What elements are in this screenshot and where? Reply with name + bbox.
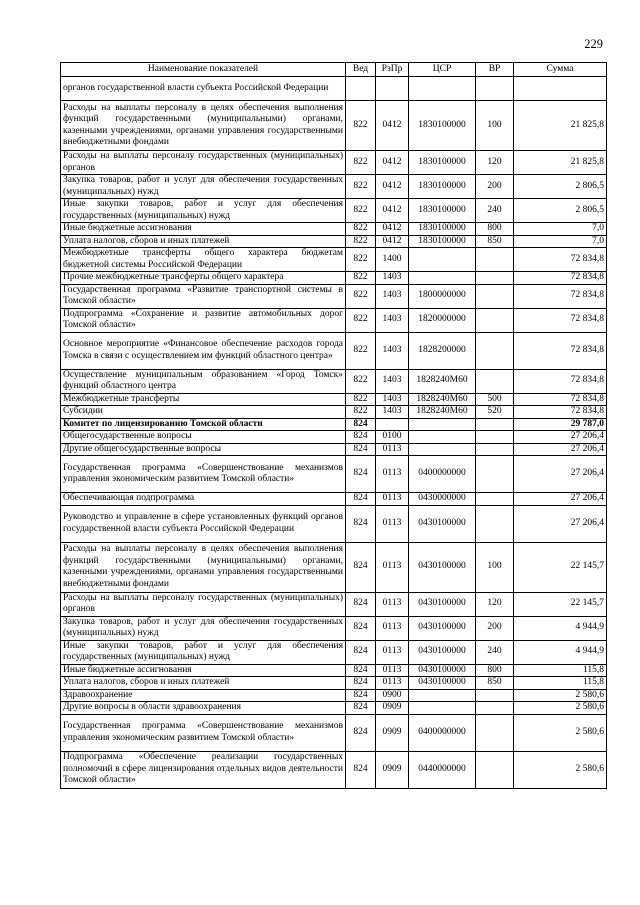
table-row xyxy=(61,640,607,664)
cell-name: Обеспечивающая подпрограмма xyxy=(61,493,346,506)
cell-sum: 2 580,6 xyxy=(514,751,607,788)
cell-csr xyxy=(409,431,476,444)
cell-sum: 72 834,8 xyxy=(514,406,607,419)
cell-rzpr: 0412 xyxy=(376,175,409,199)
cell-ved: 822 xyxy=(346,151,376,175)
cell-csr xyxy=(409,77,476,101)
cell-csr: 1800000000 xyxy=(409,284,476,308)
cell-vr: 850 xyxy=(476,235,514,248)
cell-rzpr: 0113 xyxy=(376,505,409,542)
cell-vr: 500 xyxy=(476,393,514,406)
cell-csr xyxy=(409,702,476,715)
cell-ved: 822 xyxy=(346,406,376,419)
cell-rzpr xyxy=(376,77,409,101)
cell-name: Основное мероприятие «Финансовое обеспечение расходов города Томска в связи с осуществлением им функций областного центра» xyxy=(61,332,346,369)
cell-csr xyxy=(409,272,476,285)
cell-name: Прочие межбюджетные трансферты общего характера xyxy=(61,272,346,285)
table-row xyxy=(61,443,607,456)
cell-csr: 0440000000 xyxy=(409,751,476,788)
table-row xyxy=(61,223,607,236)
cell-csr: 1830100000 xyxy=(409,235,476,248)
cell-name: Закупка товаров, работ и услуг для обеспечения государственных (муниципальных) нужд xyxy=(61,616,346,640)
cell-vr: 800 xyxy=(476,664,514,677)
cell-sum: 27 206,4 xyxy=(514,456,607,493)
cell-sum: 72 834,8 xyxy=(514,332,607,369)
cell-sum: 4 944,9 xyxy=(514,616,607,640)
cell-rzpr: 1403 xyxy=(376,406,409,419)
table-row xyxy=(61,664,607,677)
cell-ved: 822 xyxy=(346,272,376,285)
cell-sum: 2 580,6 xyxy=(514,702,607,715)
cell-vr xyxy=(476,493,514,506)
header-vr: ВР xyxy=(476,63,514,77)
cell-rzpr: 0100 xyxy=(376,431,409,444)
cell-ved: 822 xyxy=(346,369,376,393)
cell-rzpr: 1403 xyxy=(376,272,409,285)
cell-sum: 27 206,4 xyxy=(514,431,607,444)
table-row xyxy=(61,689,607,702)
cell-vr xyxy=(476,418,514,431)
cell-ved: 822 xyxy=(346,332,376,369)
table-row xyxy=(61,616,607,640)
cell-sum: 29 787,0 xyxy=(514,418,607,431)
cell-name: Межбюджетные трансферты общего характера бюджетам бюджетной системы Российской Федерации xyxy=(61,248,346,272)
cell-ved: 822 xyxy=(346,393,376,406)
cell-rzpr: 0412 xyxy=(376,199,409,223)
header-csr: ЦСР xyxy=(409,63,476,77)
cell-vr xyxy=(476,689,514,702)
cell-vr xyxy=(476,431,514,444)
cell-name: Иные бюджетные ассигнования xyxy=(61,223,346,236)
table-row xyxy=(61,151,607,175)
cell-sum: 2 806,5 xyxy=(514,175,607,199)
cell-ved: 824 xyxy=(346,505,376,542)
cell-sum: 72 834,8 xyxy=(514,369,607,393)
cell-rzpr: 1403 xyxy=(376,308,409,332)
cell-rzpr: 0113 xyxy=(376,456,409,493)
table-row xyxy=(61,369,607,393)
cell-name: органов государственной власти субъекта Российской Федерации xyxy=(61,77,346,101)
cell-sum: 2 580,6 xyxy=(514,714,607,751)
cell-ved: 822 xyxy=(346,101,376,151)
cell-rzpr: 0113 xyxy=(376,677,409,690)
cell-sum: 4 944,9 xyxy=(514,640,607,664)
table-row xyxy=(61,284,607,308)
cell-name: Подпрограмма «Обеспечение реализации государственных полномочий в сфере лицензирования отдельных видов деятельности Томской области» xyxy=(61,751,346,788)
cell-ved xyxy=(346,77,376,101)
cell-name: Субсидии xyxy=(61,406,346,419)
cell-vr xyxy=(476,702,514,715)
cell-sum: 27 206,4 xyxy=(514,505,607,542)
cell-ved: 822 xyxy=(346,223,376,236)
table-row xyxy=(61,702,607,715)
cell-name: Осуществление муниципальным образованием «Город Томск» функций областного центра xyxy=(61,369,346,393)
cell-sum: 72 834,8 xyxy=(514,248,607,272)
cell-rzpr: 0113 xyxy=(376,664,409,677)
cell-ved: 822 xyxy=(346,284,376,308)
cell-vr xyxy=(476,332,514,369)
page-number: 229 xyxy=(584,37,603,51)
cell-name: Общегосударственные вопросы xyxy=(61,431,346,444)
cell-sum: 7,0 xyxy=(514,235,607,248)
cell-name: Руководство и управление в сфере установленных функций органов государственной власти субъекта Российской Федерации xyxy=(61,505,346,542)
cell-ved: 824 xyxy=(346,751,376,788)
cell-name: Подпрограмма «Сохранение и развитие автомобильных дорог Томской области» xyxy=(61,308,346,332)
cell-ved: 824 xyxy=(346,689,376,702)
cell-rzpr: 1403 xyxy=(376,332,409,369)
table-row xyxy=(61,592,607,616)
table-row xyxy=(61,714,607,751)
cell-csr: 0430100000 xyxy=(409,664,476,677)
cell-name: Закупка товаров, работ и услуг для обеспечения государственных (муниципальных) нужд xyxy=(61,175,346,199)
cell-vr xyxy=(476,714,514,751)
cell-rzpr: 0412 xyxy=(376,223,409,236)
cell-ved: 824 xyxy=(346,714,376,751)
cell-ved: 822 xyxy=(346,235,376,248)
header-ved: Вед xyxy=(346,63,376,77)
table-header-row xyxy=(61,63,607,77)
cell-rzpr: 1403 xyxy=(376,284,409,308)
cell-csr: 1830100000 xyxy=(409,223,476,236)
cell-vr: 800 xyxy=(476,223,514,236)
cell-sum: 22 145,7 xyxy=(514,542,607,592)
cell-ved: 824 xyxy=(346,702,376,715)
table-row xyxy=(61,248,607,272)
cell-csr: 0430100000 xyxy=(409,542,476,592)
cell-name: Уплата налогов, сборов и иных платежей xyxy=(61,235,346,248)
cell-ved: 824 xyxy=(346,592,376,616)
cell-vr: 120 xyxy=(476,592,514,616)
cell-sum: 7,0 xyxy=(514,223,607,236)
table-body xyxy=(61,77,607,789)
cell-name: Государственная программа «Развитие транспортной системы в Томской области» xyxy=(61,284,346,308)
cell-name: Здравоохранение xyxy=(61,689,346,702)
cell-vr xyxy=(476,443,514,456)
table-row xyxy=(61,505,607,542)
cell-csr: 1828200000 xyxy=(409,332,476,369)
cell-name: Расходы на выплаты персоналу в целях обеспечения выполнения функций государственными (муниципальными) органами, казенными учреждениями, органами управления государственными внебюджетными фондами xyxy=(61,542,346,592)
cell-ved: 822 xyxy=(346,199,376,223)
table-row xyxy=(61,308,607,332)
table-row xyxy=(61,456,607,493)
cell-rzpr: 0412 xyxy=(376,101,409,151)
cell-name: Другие вопросы в области здравоохранения xyxy=(61,702,346,715)
cell-sum: 72 834,8 xyxy=(514,272,607,285)
table-row xyxy=(61,751,607,788)
cell-csr: 1830100000 xyxy=(409,199,476,223)
cell-sum: 2 806,5 xyxy=(514,199,607,223)
cell-rzpr: 0900 xyxy=(376,689,409,702)
table-row xyxy=(61,418,607,431)
cell-rzpr: 0412 xyxy=(376,235,409,248)
cell-name: Комитет по лицензированию Томской области xyxy=(61,418,346,431)
table-row xyxy=(61,542,607,592)
cell-name: Иные закупки товаров, работ и услуг для обеспечения государственных (муниципальных) нужд xyxy=(61,199,346,223)
budget-table xyxy=(60,62,607,789)
cell-vr xyxy=(476,248,514,272)
cell-csr: 0430100000 xyxy=(409,616,476,640)
table-row xyxy=(61,406,607,419)
cell-vr: 850 xyxy=(476,677,514,690)
cell-rzpr: 1403 xyxy=(376,369,409,393)
cell-ved: 824 xyxy=(346,677,376,690)
cell-rzpr: 1400 xyxy=(376,248,409,272)
cell-ved: 824 xyxy=(346,418,376,431)
cell-sum: 27 206,4 xyxy=(514,443,607,456)
table-row xyxy=(61,77,607,101)
table-row xyxy=(61,235,607,248)
cell-rzpr: 0909 xyxy=(376,702,409,715)
cell-csr: 1828240М60 xyxy=(409,393,476,406)
table-row xyxy=(61,332,607,369)
header-sum: Сумма xyxy=(514,63,607,77)
cell-name: Расходы на выплаты персоналу государственных (муниципальных) органов xyxy=(61,592,346,616)
cell-csr: 1830100000 xyxy=(409,101,476,151)
cell-ved: 824 xyxy=(346,431,376,444)
cell-csr xyxy=(409,443,476,456)
cell-sum: 115,8 xyxy=(514,677,607,690)
cell-ved: 824 xyxy=(346,616,376,640)
cell-csr: 1830100000 xyxy=(409,175,476,199)
cell-csr xyxy=(409,418,476,431)
cell-name: Расходы на выплаты персоналу в целях обеспечения выполнения функций государственными (муниципальными) органами, казенными учреждениями, органами управления государственными внебюджетными фондами xyxy=(61,101,346,151)
cell-rzpr: 0113 xyxy=(376,443,409,456)
cell-vr: 100 xyxy=(476,101,514,151)
cell-vr xyxy=(476,272,514,285)
cell-csr: 0430100000 xyxy=(409,640,476,664)
cell-ved: 824 xyxy=(346,664,376,677)
cell-sum: 2 580,6 xyxy=(514,689,607,702)
cell-sum: 27 206,4 xyxy=(514,493,607,506)
cell-vr: 240 xyxy=(476,640,514,664)
cell-ved: 824 xyxy=(346,493,376,506)
cell-name: Государственная программа «Совершенствование механизмов управления экономическим развитием Томской области» xyxy=(61,456,346,493)
cell-rzpr: 0909 xyxy=(376,751,409,788)
cell-vr xyxy=(476,308,514,332)
cell-csr: 0430000000 xyxy=(409,493,476,506)
cell-ved: 822 xyxy=(346,248,376,272)
cell-vr xyxy=(476,369,514,393)
cell-vr: 200 xyxy=(476,175,514,199)
cell-vr: 100 xyxy=(476,542,514,592)
cell-name: Иные закупки товаров, работ и услуг для обеспечения государственных (муниципальных) нужд xyxy=(61,640,346,664)
cell-csr: 1830100000 xyxy=(409,151,476,175)
header-name: Наименование показателей xyxy=(61,63,346,77)
cell-name: Другие общегосударственные вопросы xyxy=(61,443,346,456)
cell-ved: 822 xyxy=(346,175,376,199)
cell-name: Иные бюджетные ассигнования xyxy=(61,664,346,677)
cell-csr xyxy=(409,689,476,702)
cell-sum: 21 825,8 xyxy=(514,151,607,175)
cell-ved: 824 xyxy=(346,456,376,493)
table-row xyxy=(61,175,607,199)
cell-rzpr: 0909 xyxy=(376,714,409,751)
cell-sum: 72 834,8 xyxy=(514,393,607,406)
table-row xyxy=(61,101,607,151)
cell-csr: 1828240М60 xyxy=(409,406,476,419)
cell-sum xyxy=(514,77,607,101)
table-row xyxy=(61,677,607,690)
table-row xyxy=(61,393,607,406)
header-rzpr: РзПр xyxy=(376,63,409,77)
cell-rzpr: 0412 xyxy=(376,151,409,175)
cell-ved: 822 xyxy=(346,308,376,332)
cell-vr xyxy=(476,77,514,101)
cell-name: Государственная программа «Совершенствование механизмов управления экономическим развитием Томской области» xyxy=(61,714,346,751)
cell-sum: 72 834,8 xyxy=(514,284,607,308)
table-row xyxy=(61,199,607,223)
cell-vr xyxy=(476,456,514,493)
cell-csr: 1820000000 xyxy=(409,308,476,332)
cell-vr: 200 xyxy=(476,616,514,640)
cell-rzpr: 0113 xyxy=(376,592,409,616)
cell-vr xyxy=(476,751,514,788)
cell-sum: 22 145,7 xyxy=(514,592,607,616)
cell-rzpr: 0113 xyxy=(376,542,409,592)
cell-vr xyxy=(476,505,514,542)
cell-csr xyxy=(409,248,476,272)
cell-ved: 824 xyxy=(346,542,376,592)
cell-csr: 0430100000 xyxy=(409,592,476,616)
cell-sum: 72 834,8 xyxy=(514,308,607,332)
cell-ved: 824 xyxy=(346,640,376,664)
cell-csr: 1828240М60 xyxy=(409,369,476,393)
cell-name: Расходы на выплаты персоналу государственных (муниципальных) органов xyxy=(61,151,346,175)
cell-csr: 0430100000 xyxy=(409,677,476,690)
cell-sum: 21 825,8 xyxy=(514,101,607,151)
cell-csr: 0400000000 xyxy=(409,714,476,751)
cell-sum: 115,8 xyxy=(514,664,607,677)
cell-rzpr xyxy=(376,418,409,431)
cell-vr xyxy=(476,284,514,308)
table-row xyxy=(61,272,607,285)
cell-name: Уплата налогов, сборов и иных платежей xyxy=(61,677,346,690)
cell-rzpr: 1403 xyxy=(376,393,409,406)
cell-vr: 240 xyxy=(476,199,514,223)
cell-rzpr: 0113 xyxy=(376,640,409,664)
cell-rzpr: 0113 xyxy=(376,616,409,640)
cell-vr: 520 xyxy=(476,406,514,419)
cell-csr: 0400000000 xyxy=(409,456,476,493)
cell-ved: 824 xyxy=(346,443,376,456)
cell-rzpr: 0113 xyxy=(376,493,409,506)
cell-name: Межбюджетные трансферты xyxy=(61,393,346,406)
cell-vr: 120 xyxy=(476,151,514,175)
cell-csr: 0430100000 xyxy=(409,505,476,542)
table-row xyxy=(61,431,607,444)
table-row xyxy=(61,493,607,506)
